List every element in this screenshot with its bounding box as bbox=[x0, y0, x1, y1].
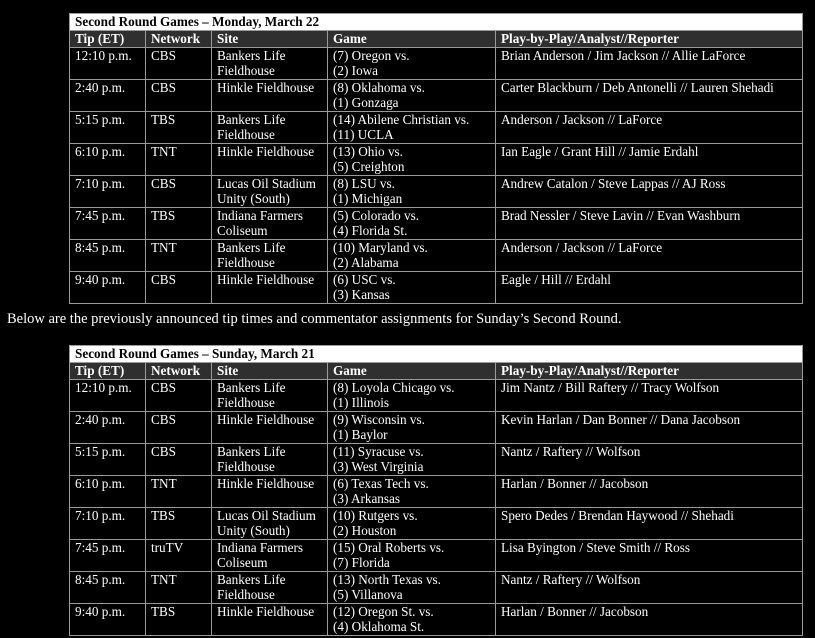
site-cell-line: Fieldhouse bbox=[217, 587, 275, 602]
table-row bbox=[70, 207, 803, 239]
game-cell-line: (1) Baylor bbox=[333, 427, 388, 442]
site-cell-line: Hinkle Fieldhouse bbox=[217, 411, 315, 427]
network-cell: TBS bbox=[146, 507, 212, 539]
game-cell-line: (7) Florida bbox=[333, 555, 390, 570]
game-cell-line: (5) Villanova bbox=[333, 587, 403, 602]
monday-games-table bbox=[69, 13, 803, 304]
tip-time-cell: 12:10 p.m. bbox=[70, 47, 146, 79]
game-cell-line: (13) North Texas vs. bbox=[333, 571, 441, 587]
site-cell bbox=[212, 207, 328, 239]
tip-time-cell: 2:40 p.m. bbox=[70, 79, 146, 111]
column-header-crew: Play-by-Play/Analyst//Reporter bbox=[496, 31, 803, 48]
tip-time-cell: 8:45 p.m. bbox=[70, 239, 146, 271]
network-cell: TNT bbox=[146, 143, 212, 175]
network-cell: CBS bbox=[146, 411, 212, 443]
commentators-cell: Carter Blackburn / Deb Antonelli // Lauren Shehadi bbox=[496, 79, 803, 111]
table-row bbox=[70, 507, 803, 539]
game-cell bbox=[328, 207, 496, 239]
table-row bbox=[70, 379, 803, 411]
tip-time-cell: 7:45 p.m. bbox=[70, 539, 146, 571]
column-header-game: Game bbox=[328, 31, 496, 48]
site-cell bbox=[212, 143, 328, 175]
game-cell-line: (3) Kansas bbox=[333, 287, 390, 302]
site-cell-line: Bankers Life bbox=[217, 443, 286, 459]
site-cell-line: Hinkle Fieldhouse bbox=[217, 143, 315, 159]
site-cell-line: Bankers Life bbox=[217, 111, 286, 127]
sunday-games-table bbox=[69, 345, 803, 636]
network-cell: CBS bbox=[146, 379, 212, 411]
column-header-crew: Play-by-Play/Analyst//Reporter bbox=[496, 363, 803, 380]
site-cell-line: Bankers Life bbox=[217, 47, 286, 63]
site-cell bbox=[212, 175, 328, 207]
table-row bbox=[70, 571, 803, 603]
game-cell bbox=[328, 603, 496, 635]
network-cell: TNT bbox=[146, 571, 212, 603]
game-cell-line: (13) Ohio vs. bbox=[333, 143, 403, 159]
site-cell-line: Lucas Oil Stadium bbox=[217, 175, 316, 191]
game-cell-line: (3) Arkansas bbox=[333, 491, 401, 506]
site-cell-line: Unity (South) bbox=[217, 523, 290, 538]
commentators-cell: Jim Nantz / Bill Raftery // Tracy Wolfson bbox=[496, 379, 803, 411]
table-row bbox=[70, 175, 803, 207]
game-cell bbox=[328, 507, 496, 539]
network-cell: CBS bbox=[146, 271, 212, 303]
game-cell-line: (4) Florida St. bbox=[333, 223, 408, 238]
game-cell bbox=[328, 411, 496, 443]
network-cell: TBS bbox=[146, 111, 212, 143]
site-cell bbox=[212, 411, 328, 443]
commentators-cell: Brad Nessler / Steve Lavin // Evan Washburn bbox=[496, 207, 803, 239]
game-cell bbox=[328, 143, 496, 175]
network-cell: TBS bbox=[146, 207, 212, 239]
table-row bbox=[70, 239, 803, 271]
commentators-cell: Nantz / Raftery // Wolfson bbox=[496, 571, 803, 603]
site-cell-line: Bankers Life bbox=[217, 239, 286, 255]
game-cell-line: (8) Oklahoma vs. bbox=[333, 79, 425, 95]
site-cell bbox=[212, 379, 328, 411]
tip-time-cell: 6:10 p.m. bbox=[70, 475, 146, 507]
game-cell bbox=[328, 47, 496, 79]
game-cell-line: (5) Colorado vs. bbox=[333, 207, 420, 223]
site-cell-line: Hinkle Fieldhouse bbox=[217, 79, 315, 95]
site-cell-line: Hinkle Fieldhouse bbox=[217, 271, 315, 287]
site-cell-line: Fieldhouse bbox=[217, 255, 275, 270]
table-row bbox=[70, 47, 803, 79]
column-header-game: Game bbox=[328, 363, 496, 380]
site-cell bbox=[212, 475, 328, 507]
game-cell-line: (12) Oregon St. vs. bbox=[333, 603, 434, 619]
table-row bbox=[70, 603, 803, 635]
network-cell: CBS bbox=[146, 79, 212, 111]
network-cell: TBS bbox=[146, 603, 212, 635]
site-cell-line: Hinkle Fieldhouse bbox=[217, 475, 315, 491]
game-cell-line: (10) Maryland vs. bbox=[333, 239, 428, 255]
game-cell bbox=[328, 571, 496, 603]
game-cell-line: (4) Oklahoma St. bbox=[333, 619, 425, 634]
intro-paragraph: Below are the previously announced tip times and commentator assignments for Sunday’s Second Round. bbox=[7, 311, 622, 327]
tip-time-cell: 8:45 p.m. bbox=[70, 571, 146, 603]
game-cell bbox=[328, 111, 496, 143]
game-cell bbox=[328, 175, 496, 207]
commentators-cell: Harlan / Bonner // Jacobson bbox=[496, 475, 803, 507]
column-header-network: Network bbox=[146, 31, 212, 48]
tip-time-cell: 9:40 p.m. bbox=[70, 271, 146, 303]
game-cell-line: (15) Oral Roberts vs. bbox=[333, 539, 445, 555]
site-cell bbox=[212, 47, 328, 79]
game-cell-line: (2) Houston bbox=[333, 523, 397, 538]
game-cell-line: (11) UCLA bbox=[333, 127, 394, 142]
table-row bbox=[70, 143, 803, 175]
game-cell-line: (1) Illinois bbox=[333, 395, 390, 410]
site-cell-line: Lucas Oil Stadium bbox=[217, 507, 316, 523]
table-title: Second Round Games – Monday, March 22 bbox=[70, 14, 803, 31]
table-row bbox=[70, 271, 803, 303]
commentators-cell: Lisa Byington / Steve Smith // Ross bbox=[496, 539, 803, 571]
commentators-cell: Kevin Harlan / Dan Bonner // Dana Jacobson bbox=[496, 411, 803, 443]
game-cell-line: (1) Gonzaga bbox=[333, 95, 399, 110]
tip-time-cell: 2:40 p.m. bbox=[70, 411, 146, 443]
network-cell: CBS bbox=[146, 443, 212, 475]
site-cell bbox=[212, 111, 328, 143]
site-cell bbox=[212, 507, 328, 539]
site-cell-line: Fieldhouse bbox=[217, 127, 275, 142]
site-cell bbox=[212, 271, 328, 303]
site-cell bbox=[212, 79, 328, 111]
game-cell-line: (11) Syracuse vs. bbox=[333, 443, 424, 459]
game-cell bbox=[328, 239, 496, 271]
table-row bbox=[70, 475, 803, 507]
column-header-network: Network bbox=[146, 363, 212, 380]
game-cell bbox=[328, 475, 496, 507]
network-cell: truTV bbox=[146, 539, 212, 571]
tip-time-cell: 12:10 p.m. bbox=[70, 379, 146, 411]
game-cell-line: (2) Iowa bbox=[333, 63, 379, 78]
commentators-cell: Ian Eagle / Grant Hill // Jamie Erdahl bbox=[496, 143, 803, 175]
commentators-cell: Harlan / Bonner // Jacobson bbox=[496, 603, 803, 635]
site-cell bbox=[212, 443, 328, 475]
game-cell-line: (3) West Virginia bbox=[333, 459, 424, 474]
table-row bbox=[70, 443, 803, 475]
game-cell-line: (8) Loyola Chicago vs. bbox=[333, 379, 455, 395]
site-cell-line: Coliseum bbox=[217, 555, 268, 570]
site-cell bbox=[212, 603, 328, 635]
site-cell-line: Hinkle Fieldhouse bbox=[217, 603, 315, 619]
site-cell-line: Bankers Life bbox=[217, 571, 286, 587]
column-header-tip: Tip (ET) bbox=[70, 31, 146, 48]
network-cell: TNT bbox=[146, 475, 212, 507]
site-cell-line: Bankers Life bbox=[217, 379, 286, 395]
commentators-cell: Eagle / Hill // Erdahl bbox=[496, 271, 803, 303]
game-cell-line: (8) LSU vs. bbox=[333, 175, 395, 191]
tip-time-cell: 7:10 p.m. bbox=[70, 507, 146, 539]
game-cell bbox=[328, 443, 496, 475]
site-cell-line: Unity (South) bbox=[217, 191, 290, 206]
game-cell bbox=[328, 379, 496, 411]
site-cell-line: Indiana Farmers bbox=[217, 539, 304, 555]
table-row bbox=[70, 539, 803, 571]
tip-time-cell: 5:15 p.m. bbox=[70, 443, 146, 475]
game-cell-line: (10) Rutgers vs. bbox=[333, 507, 418, 523]
site-cell bbox=[212, 539, 328, 571]
game-cell bbox=[328, 539, 496, 571]
site-cell-line: Fieldhouse bbox=[217, 459, 275, 474]
commentators-cell: Spero Dedes / Brendan Haywood // Shehadi bbox=[496, 507, 803, 539]
table-row bbox=[70, 79, 803, 111]
network-cell: CBS bbox=[146, 175, 212, 207]
network-cell: TNT bbox=[146, 239, 212, 271]
table-title: Second Round Games – Sunday, March 21 bbox=[70, 346, 803, 363]
game-cell-line: (14) Abilene Christian vs. bbox=[333, 111, 470, 127]
tip-time-cell: 5:15 p.m. bbox=[70, 111, 146, 143]
tip-time-cell: 7:45 p.m. bbox=[70, 207, 146, 239]
site-cell-line: Fieldhouse bbox=[217, 395, 275, 410]
site-cell bbox=[212, 239, 328, 271]
game-cell bbox=[328, 79, 496, 111]
site-cell bbox=[212, 571, 328, 603]
game-cell bbox=[328, 271, 496, 303]
column-header-site: Site bbox=[212, 31, 328, 48]
game-cell-line: (9) Wisconsin vs. bbox=[333, 411, 425, 427]
network-cell: CBS bbox=[146, 47, 212, 79]
tip-time-cell: 7:10 p.m. bbox=[70, 175, 146, 207]
game-cell-line: (1) Michigan bbox=[333, 191, 403, 206]
site-cell-line: Coliseum bbox=[217, 223, 268, 238]
game-cell-line: (7) Oregon vs. bbox=[333, 47, 410, 63]
game-cell-line: (5) Creighton bbox=[333, 159, 405, 174]
site-cell-line: Indiana Farmers bbox=[217, 207, 304, 223]
tip-time-cell: 9:40 p.m. bbox=[70, 603, 146, 635]
site-cell-line: Fieldhouse bbox=[217, 63, 275, 78]
table-row bbox=[70, 411, 803, 443]
commentators-cell: Anderson / Jackson // LaForce bbox=[496, 111, 803, 143]
column-header-site: Site bbox=[212, 363, 328, 380]
game-cell-line: (2) Alabama bbox=[333, 255, 399, 270]
commentators-cell: Brian Anderson / Jim Jackson // Allie LaForce bbox=[496, 47, 803, 79]
commentators-cell: Anderson / Jackson // LaForce bbox=[496, 239, 803, 271]
tip-time-cell: 6:10 p.m. bbox=[70, 143, 146, 175]
column-header-tip: Tip (ET) bbox=[70, 363, 146, 380]
game-cell-line: (6) Texas Tech vs. bbox=[333, 475, 429, 491]
commentators-cell: Andrew Catalon / Steve Lappas // AJ Ross bbox=[496, 175, 803, 207]
game-cell-line: (6) USC vs. bbox=[333, 271, 396, 287]
table-row bbox=[70, 111, 803, 143]
commentators-cell: Nantz / Raftery // Wolfson bbox=[496, 443, 803, 475]
